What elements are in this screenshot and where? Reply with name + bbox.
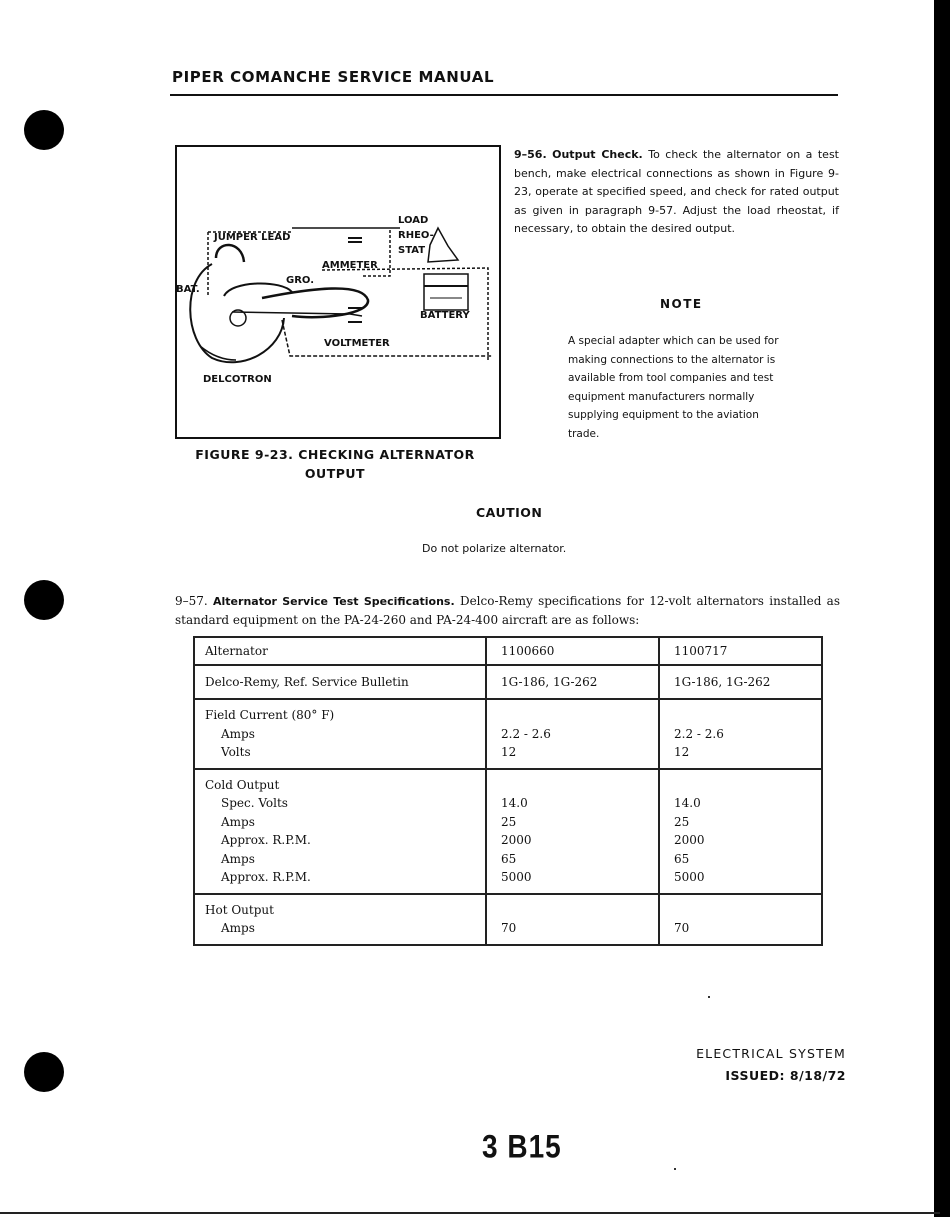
punch-hole bbox=[24, 110, 64, 150]
label-voltmeter: VOLTMETER bbox=[324, 338, 390, 349]
label-load: LOAD bbox=[398, 215, 429, 226]
page-number: 3 B15 bbox=[482, 1128, 562, 1165]
value: 65 bbox=[674, 851, 690, 866]
label-ammeter: AMMETER bbox=[322, 260, 378, 271]
value: 65 bbox=[501, 851, 517, 866]
value: 12 bbox=[674, 745, 690, 759]
paragraph-text: Delco-Remy specifications for 12-volt alternators installed as standard equipment on the PA-24-260 and PA-24-400 aircraft are as follows: bbox=[175, 594, 840, 627]
value: 5000 bbox=[501, 870, 532, 884]
value: 14.0 bbox=[501, 796, 528, 810]
punch-hole bbox=[24, 580, 64, 620]
table-row bbox=[194, 637, 822, 665]
alternator-wiring-diagram bbox=[172, 200, 502, 400]
scan-edge bbox=[934, 0, 950, 1217]
value: 5000 bbox=[674, 870, 705, 884]
label-rheo: RHEO- bbox=[398, 230, 434, 241]
paragraph-9-57 bbox=[175, 592, 840, 630]
bulletin-col2: 1G-186, 1G-262 bbox=[659, 665, 822, 699]
row-label: Spec. Volts bbox=[221, 796, 288, 810]
hot-output-title: Hot Output bbox=[205, 902, 274, 917]
value: 2000 bbox=[674, 833, 705, 847]
label-battery: BATTERY bbox=[420, 310, 470, 321]
hot-output-col2 bbox=[659, 894, 822, 945]
value: 70 bbox=[501, 921, 517, 935]
paragraph-9-56 bbox=[514, 146, 839, 239]
scan-speck bbox=[674, 1168, 676, 1170]
value: 2.2 - 2.6 bbox=[501, 726, 551, 741]
hot-output-label bbox=[194, 894, 486, 945]
alternator-spec-table bbox=[193, 636, 823, 946]
scan-speck bbox=[708, 996, 710, 998]
battery-symbol bbox=[424, 274, 468, 310]
field-current-title: Field Current (80° F) bbox=[205, 708, 335, 722]
footer-section-name: ELECTRICAL SYSTEM bbox=[696, 1046, 846, 1061]
label-jumper-lead: JUMPER LEAD bbox=[214, 232, 291, 243]
value: 12 bbox=[501, 745, 517, 759]
value: 25 bbox=[501, 814, 517, 829]
field-current-col2 bbox=[659, 699, 822, 769]
label-bat: BAT. bbox=[176, 284, 200, 295]
hot-output-col1 bbox=[486, 894, 659, 945]
paragraph-number: 9–56. bbox=[514, 148, 547, 161]
paragraph-title: Alternator Service Test Specifications. bbox=[213, 595, 455, 608]
bulletin-label: Delco-Remy, Ref. Service Bulletin bbox=[194, 665, 486, 699]
table-row bbox=[194, 894, 822, 945]
hot-output-amps-label: Amps bbox=[221, 921, 255, 935]
value: 25 bbox=[674, 814, 690, 829]
figure-caption bbox=[180, 446, 490, 483]
cold-output-label bbox=[194, 769, 486, 894]
row-label: Approx. R.P.M. bbox=[221, 870, 311, 884]
header-rule bbox=[170, 94, 838, 96]
table-row bbox=[194, 699, 822, 769]
value: 70 bbox=[674, 921, 690, 935]
row-label: Amps bbox=[221, 814, 255, 829]
value: 2.2 - 2.6 bbox=[674, 726, 724, 741]
header-label: Alternator bbox=[194, 637, 486, 665]
bottom-rule bbox=[0, 1212, 940, 1214]
caution-text: Do not polarize alternator. bbox=[422, 542, 567, 555]
field-current-volts-label: Volts bbox=[221, 745, 251, 759]
row-label: Amps bbox=[221, 851, 255, 866]
note-heading: NOTE bbox=[660, 297, 703, 311]
paragraph-title: Output Check. bbox=[552, 148, 643, 161]
bulletin-col1: 1G-186, 1G-262 bbox=[486, 665, 659, 699]
cold-output-col1 bbox=[486, 769, 659, 894]
header-col1: 1100660 bbox=[486, 637, 659, 665]
header-col2: 1100717 bbox=[659, 637, 822, 665]
footer-issued-date: ISSUED: 8/18/72 bbox=[725, 1068, 846, 1083]
field-current-col1 bbox=[486, 699, 659, 769]
figure-caption-line1: FIGURE 9-23. CHECKING ALTERNATOR bbox=[195, 447, 475, 462]
manual-title: PIPER COMANCHE SERVICE MANUAL bbox=[172, 68, 495, 86]
label-delcotron: DELCOTRON bbox=[203, 374, 272, 385]
field-current-label bbox=[194, 699, 486, 769]
cold-output-title: Cold Output bbox=[205, 777, 280, 792]
value: 2000 bbox=[501, 833, 532, 847]
label-gro: GRO. bbox=[286, 275, 314, 286]
paragraph-number: 9–57. bbox=[175, 594, 208, 608]
paragraph-text: To check the alternator on a test bench, make electrical connections as shown in Figure 9-23, operate at specified speed, and check for rated output as given in paragraph 9-57. Adjust the load rheostat, if necessary, to obtain the desired output. bbox=[514, 148, 839, 235]
cold-output-col2 bbox=[659, 769, 822, 894]
figure-caption-line2: OUTPUT bbox=[304, 465, 366, 481]
label-stat: STAT bbox=[398, 245, 426, 256]
note-text: A special adapter which can be used for making connections to the alternator is available from tool companies and test equipment manufacturers normally supplying equipment to the aviation trade. bbox=[568, 335, 779, 440]
punch-hole bbox=[24, 1052, 64, 1092]
row-label: Approx. R.P.M. bbox=[221, 833, 311, 847]
field-current-amps-label: Amps bbox=[221, 726, 255, 741]
table-row bbox=[194, 665, 822, 699]
caution-heading: CAUTION bbox=[476, 505, 543, 520]
table-row bbox=[194, 769, 822, 894]
value: 14.0 bbox=[674, 796, 701, 810]
